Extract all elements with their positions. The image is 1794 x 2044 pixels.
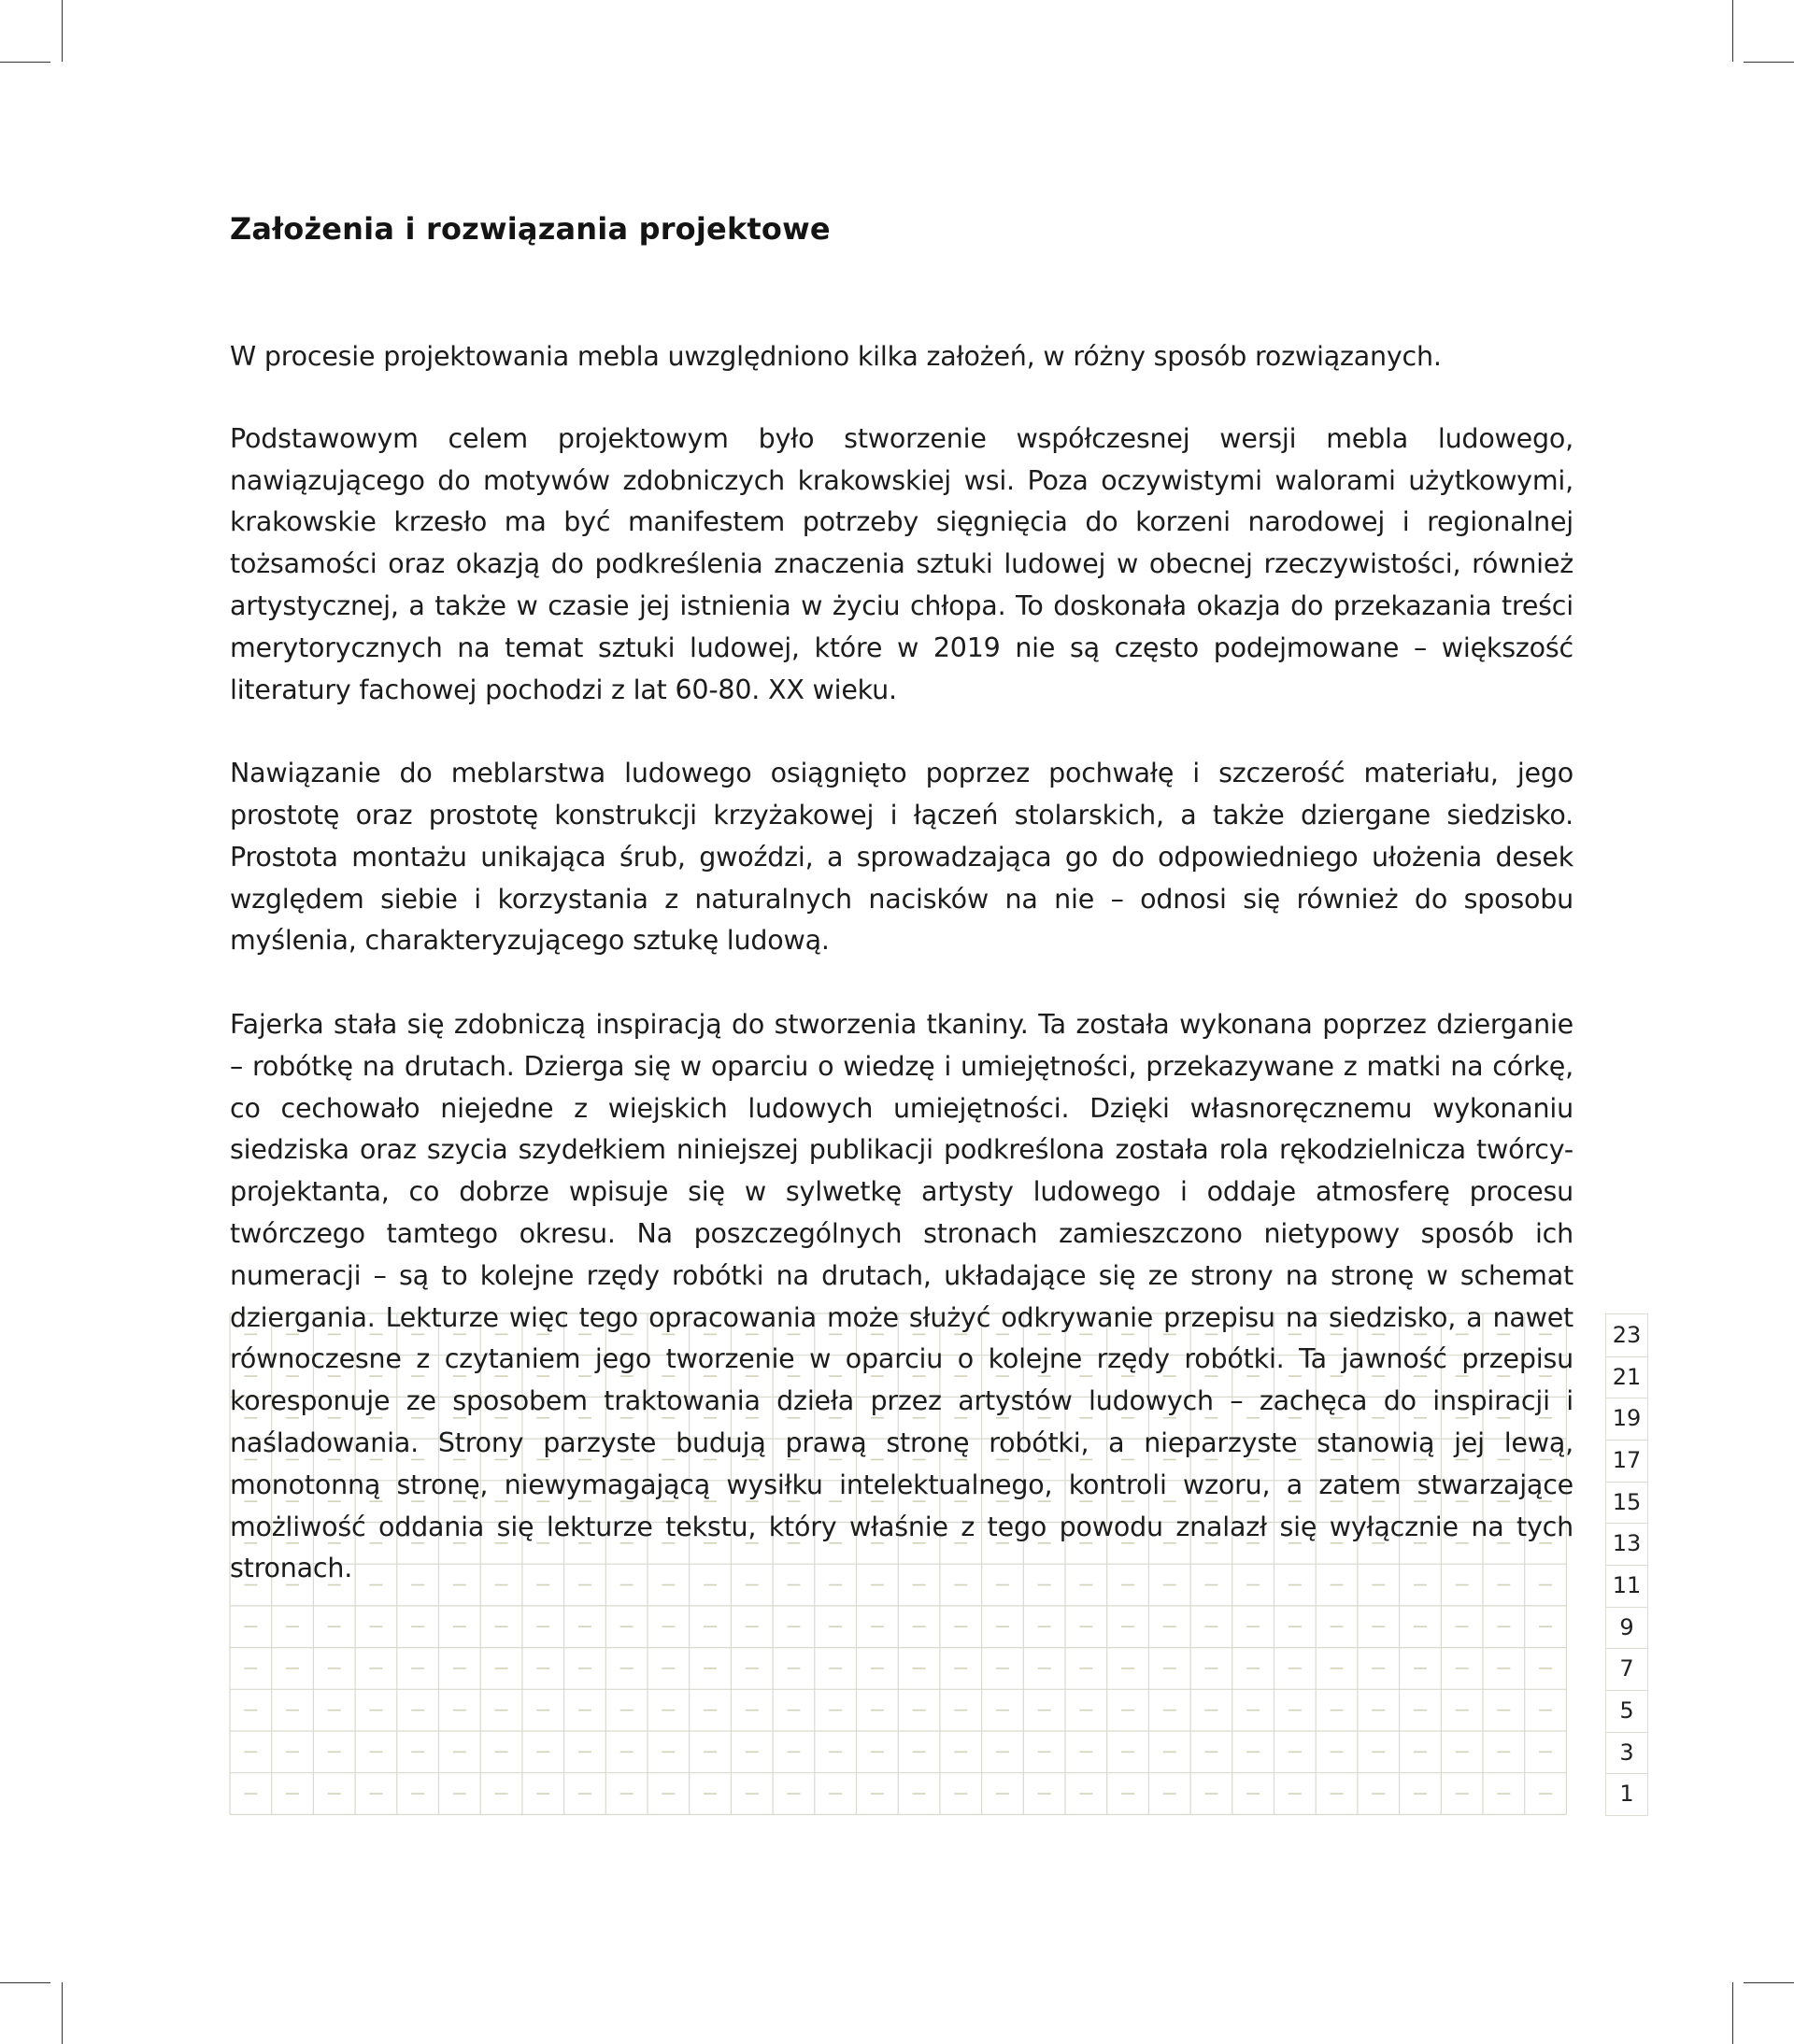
paragraph-goal: Podstawowym celem projektowym było stworzenie współczesnej wersji mebla ludowego, nawiązującego do motywów zdobniczych krakowskiej wsi. Poza oczywistymi walorami użytkowymi, krakowskie krzesło ma być manifestem potrzeby sięgnięcia do korzeni narodowej i regionalnej tożsamości oraz okazją do podkreślenia znaczenia sztuki ludowej w obecnej rzeczywistości, również artystycznej, a także w czasie jej istnienia w życiu chłopa. To doskonała okazja do przekazania treści merytorycznych na temat sztuki ludowej, które w 2019 nie są często podejmowane – większość literatury fachowej pochodzi z lat 60-80. XX wieku. bbox=[230, 422, 1573, 705]
row-number: 21 bbox=[1612, 1363, 1642, 1390]
row-number: 5 bbox=[1619, 1697, 1634, 1724]
row-number: 19 bbox=[1612, 1405, 1642, 1432]
row-number: 15 bbox=[1612, 1488, 1642, 1515]
paragraph-intro: W procesie projektowania mebla uwzględniono kilka założeń, w różny sposób rozwiązanych. bbox=[230, 341, 1442, 372]
row-number: 7 bbox=[1619, 1655, 1634, 1682]
row-number: 9 bbox=[1619, 1613, 1634, 1640]
row-number-column bbox=[1605, 1313, 1648, 1816]
row-number: 1 bbox=[1619, 1781, 1634, 1808]
row-number: 3 bbox=[1619, 1739, 1634, 1766]
body-text bbox=[230, 336, 1573, 1632]
row-number: 23 bbox=[1612, 1322, 1642, 1348]
paragraph-knitting: Fajerka stała się zdobniczą inspiracją do stworzenia tkaniny. Ta została wykonana poprzez dzierganie – robótkę na drutach. Dzierga się w oparciu o wiedzę i umiejętności, przekazywane z matki na córkę, co cechowało niejedne z wiejskich ludowych umiejętności. Dzięki własnoręcznemu wykonaniu siedziska oraz szycia szydełkiem niniejszej publikacji podkreślona została rola rękodzielnicza twórcy-projektanta, co dobrze wpisuje się w sylwetkę artysty ludowego i oddaje atmosferę procesu twórczego tamtego okresu. Na poszczególnych stronach zamieszczono nietypowy sposób ich numeracji – są to kolejne rzędy robótki na drutach, układające się ze strony na stronę w schemat dziergania. Lekturze więc tego opracowania może służyć odkrywanie przepisu na siedzisko, a nawet równoczesne z czytaniem jego tworzenie w oparciu o kolejne rzędy robótki. Ta jawność przepisu koresponuje ze sposobem traktowania dzieła przez artystów ludowych – zachęca do inspiracji i naśladowania. Strony parzyste budują prawą stronę robótki, a nieparzyste stanowią jej lewą, monotonną stronę, niewymagającą wysiłku intelektualnego, kontroli wzoru, a zatem stwarzające możliwość oddania się lekturze tekstu, który właśnie z tego powodu znalazł się wyłącznie na tych stronach. bbox=[230, 1008, 1573, 1584]
page-heading: Założenia i rozwiązania projektowe bbox=[230, 211, 831, 247]
row-number: 11 bbox=[1612, 1572, 1642, 1598]
paragraph-construction: Nawiązanie do meblarstwa ludowego osiągnięto poprzez pochwałę i szczerość materiału, jego prostotę oraz prostotę konstrukcji krzyżakowej i łączeń stolarskich, a także dziergane siedzisko. Prostota montażu unikająca śrub, gwoździ, a sprowadzająca go do odpowiedniego ułożenia desek względem siebie i korzystania z naturalnych nacisków na nie – odnosi się również do sposobu myślenia, charakteryzującego sztukę ludową. bbox=[230, 758, 1573, 957]
row-number: 17 bbox=[1612, 1447, 1642, 1473]
row-number: 13 bbox=[1612, 1530, 1642, 1557]
